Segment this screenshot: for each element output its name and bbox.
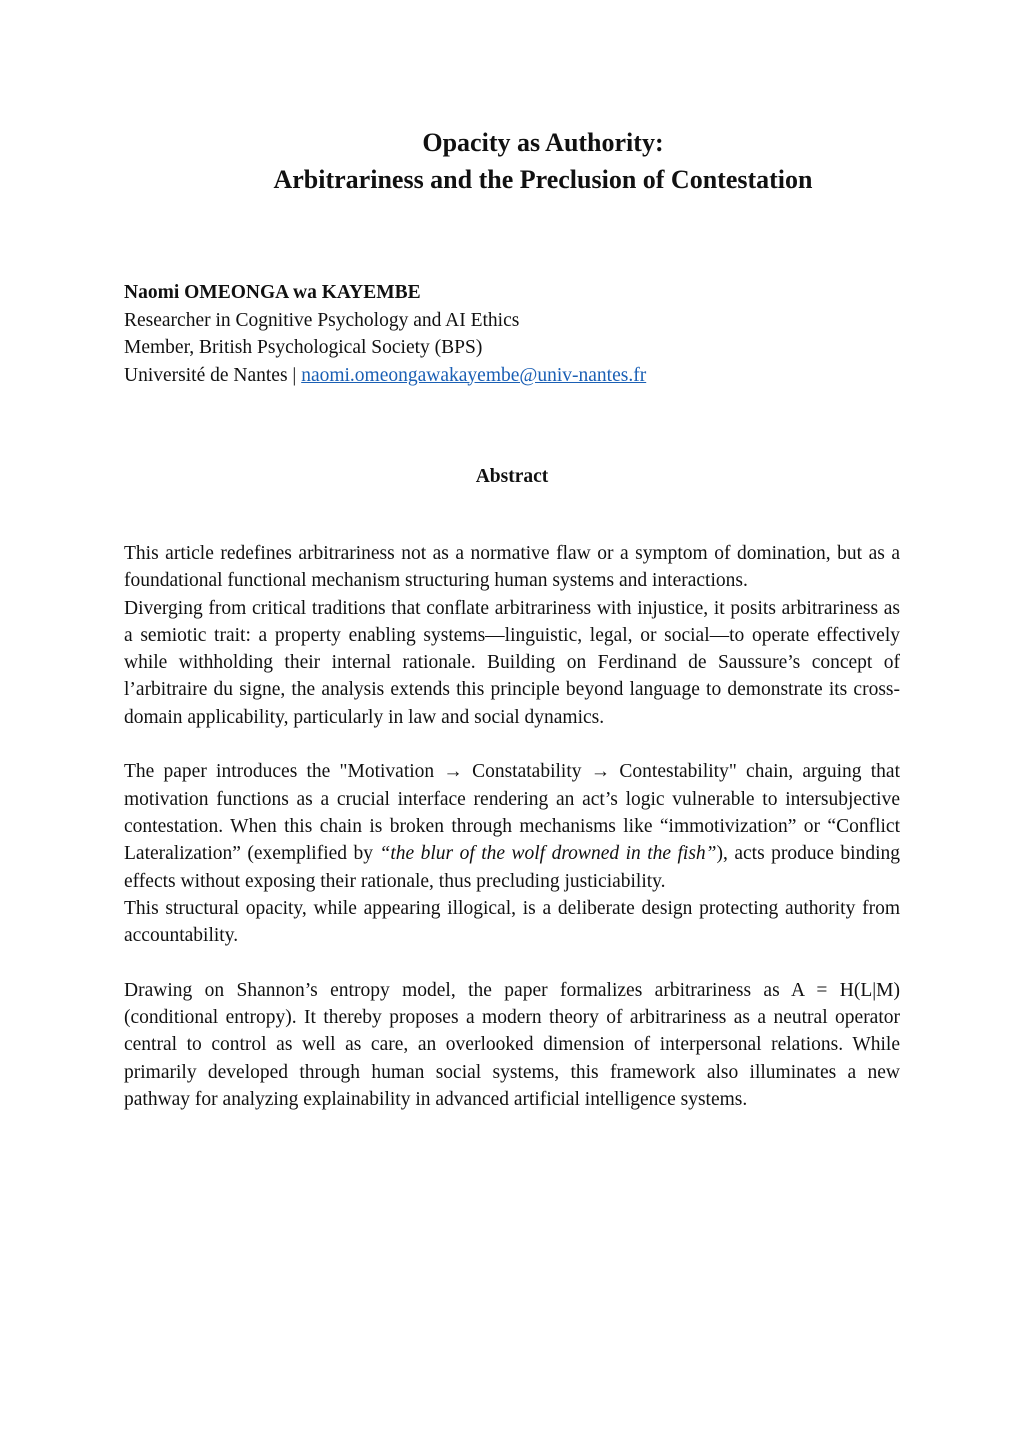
- abstract-body: [124, 540, 900, 1113]
- title-line-1: Opacity as Authority:: [422, 128, 664, 157]
- abstract-heading: Abstract: [475, 466, 549, 487]
- abstract-paragraph-2: Diverging from critical traditions that conflate arbitrariness with injustice, it posits arbitrariness as a semiotic trait: a property enabling systems—linguistic, legal, or social—to operate effectively while withholding their internal rationale. Building on Ferdinand de Saussure’s concept of l’arbitraire du signe, the analysis extends this principle beyond language to demonstrate its cross-domain applicability, particularly in law and social dynamics.: [124, 597, 900, 728]
- author-affiliation-line: [124, 362, 904, 390]
- abstract-paragraph-5: Drawing on Shannon’s entropy model, the paper formalizes arbitrariness as A = H(L|M) (conditional entropy). It thereby proposes a modern theory of arbitrariness as a neutral operator central to control as well as care, an overlooked dimension of interpersonal relations. While primarily developed through human social systems, this framework also illuminates a new pathway for analyzing explainability in advanced artificial intelligence systems.: [124, 979, 900, 1110]
- author-membership: Member, British Psychological Society (BPS): [124, 337, 483, 358]
- author-name: Naomi OMEONGA wa KAYEMBE: [124, 282, 421, 303]
- author-block: [124, 279, 904, 389]
- abstract-paragraph-3: [124, 758, 900, 894]
- abstract-paragraph-1: This article redefines arbitrariness not as a normative flaw or a symptom of domination, but as a foundational functional mechanism structuring human systems and interactions.: [124, 543, 900, 592]
- author-role: Researcher in Cognitive Psychology and AI Ethics: [124, 309, 520, 331]
- paper-title: [0, 124, 1024, 198]
- author-affiliation: Université de Nantes |: [124, 364, 302, 386]
- title-line-2: Arbitrariness and the Preclusion of Contestation: [273, 165, 813, 194]
- abstract-paragraph-4: This structural opacity, while appearing illogical, is a deliberate design protecting authority from accountability.: [124, 897, 900, 947]
- abstract-p3-text-before: The paper introduces the "Motivation → Constatability → Contestability" chain, arguing that motivation functions as a crucial interface rendering an act’s logic vulnerable to intersubjective contestation. When this chain is broken through mechanisms like “immotivization” or “Conflict Lateralization” (exemplified by: [124, 761, 900, 865]
- abstract-p3-text-after: ), acts produce binding effects without exposing their rationale, thus precluding justiciability.: [124, 843, 900, 892]
- author-email-link[interactable]: naomi.omeongawakayembe@univ-nantes.fr: [301, 364, 647, 386]
- abstract-p3-italic-quote: “the blur of the wolf drowned in the fish”: [379, 843, 717, 865]
- paragraph-gap: [124, 731, 900, 758]
- paragraph-gap: [124, 949, 900, 976]
